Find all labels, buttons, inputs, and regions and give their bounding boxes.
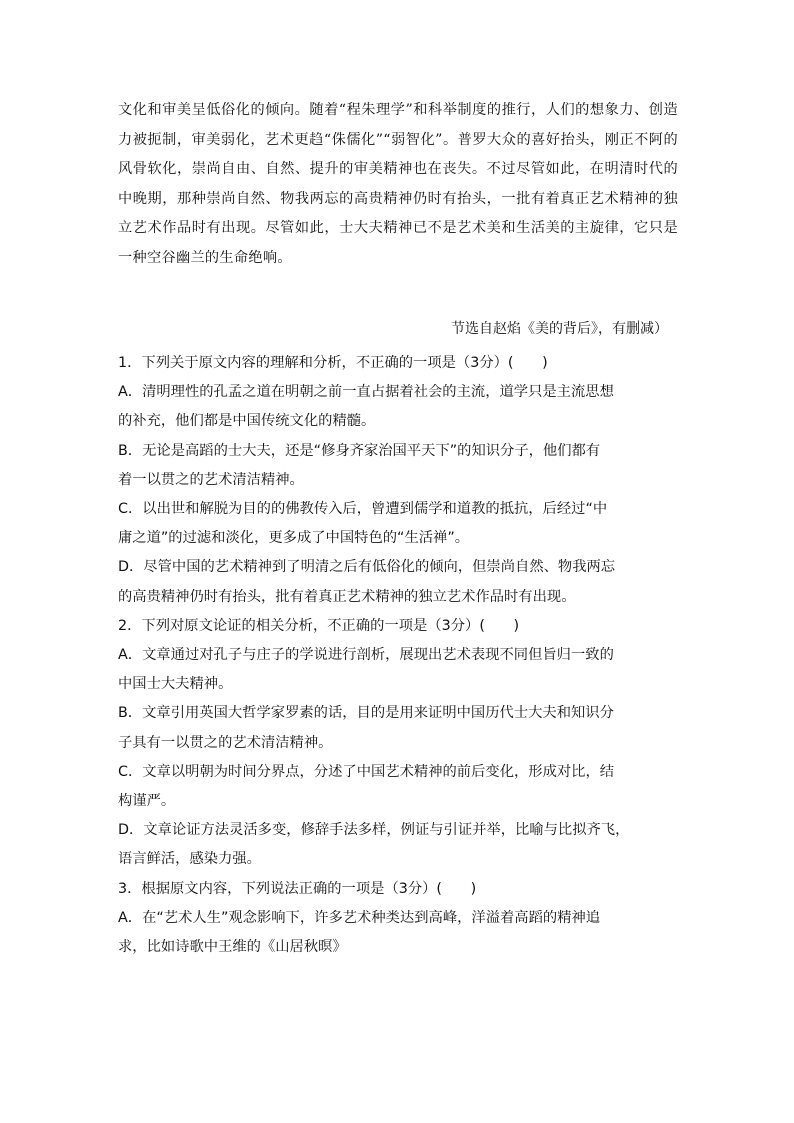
question-1-option-a-cont: 的补充，他们都是中国传统文化的精髓。: [118, 413, 376, 430]
question-2-option-a-cont: 中国士大夫精神。: [118, 676, 233, 693]
question-1-option-a: A．清明理性的孔孟之道在明朝之前一直占据着社会的主流，道学只是主流思想: [118, 384, 614, 401]
question-2-option-c: C．文章以明朝为时间分界点，分述了中国艺术精神的前后变化，形成对比，结: [118, 763, 615, 780]
question-2-stem: 2．下列对原文论证的相关分析，不正确的一项是（3分）( ): [118, 617, 520, 634]
question-2-option-a: A．文章通过对孔子与庄子的学说进行剖析，展现出艺术表现不同但旨归一致的: [118, 647, 614, 664]
question-1-option-b: B．无论是高蹈的士大夫，还是“修身齐家治国平天下”的知识分子，他们都有: [118, 442, 601, 459]
question-1-option-d-cont: 的高贵精神仍时有抬头，批有着真正艺术精神的独立艺术作品时有出现。: [118, 588, 576, 605]
source-citation: 节选自赵焰《美的背后》，有删减）: [451, 321, 668, 337]
question-2-option-b-cont: 子具有一以贯之的艺术清洁精神。: [118, 734, 333, 751]
question-2-option-b: B．文章引用英国大哲学家罗素的话，目的是用来证明中国历代士大夫和知识分: [118, 705, 614, 722]
passage-paragraph: 文化和审美呈低俗化的倾向。随着“程朱理学”和科举制度的推行，人们的想象力、创造力被扼制，审美弱化，艺术更趋“侏儒化”“弱智化”。普罗大众的喜好抬头，刚正不阿的风骨软化，崇尚自由、自然、提升的审美精神也在丧失。不过尽管如此，在明清时代的中晚期，那种崇尚自然、物我两忘的高贵精神仍时有抬头，一批有着真正艺术精神的独立艺术作品时有出现。尽管如此，士大夫精神已不是艺术美和生活美的主旋律，它只是一种空谷幽兰的生命绝响。: [118, 102, 678, 266]
question-1-option-c: C．以出世和解脱为目的的佛教传入后，曾遭到儒学和道教的抵抗，后经过“中: [118, 501, 608, 518]
questions-block: [118, 349, 678, 962]
question-2-option-d: D．文章论证方法灵活多变，修辞手法多样，例证与引证并举，比喻与比拟齐飞，: [118, 822, 630, 839]
question-2-option-c-cont: 构谨严。: [118, 793, 176, 810]
question-2-option-d-cont: 语言鲜活，感染力强。: [118, 851, 261, 868]
question-1-option-b-cont: 着一以贯之的艺术清洁精神。: [118, 471, 304, 488]
question-3-option-a: A．在“艺术人生”观念影响下，许多艺术种类达到高峰，洋溢着高蹈的精神追: [118, 909, 601, 926]
question-1-stem: 1．下列关于原文内容的理解和分析，不正确的一项是（3分）( ): [118, 355, 548, 371]
question-1-option-c-cont: 庸之道”的过滤和淡化，更多成了中国特色的“生活禅”。: [118, 530, 470, 547]
question-3-stem: 3．根据原文内容，下列说法正确的一项是（3分）( ): [118, 880, 477, 897]
question-3-option-a-cont: 求，比如诗歌中王维的《山居秋暝》: [118, 939, 347, 956]
passage: [118, 96, 678, 273]
question-1-option-d: D．尽管中国的艺术精神到了明清之后有低俗化的倾向，但崇尚自然、物我两忘: [118, 559, 616, 576]
